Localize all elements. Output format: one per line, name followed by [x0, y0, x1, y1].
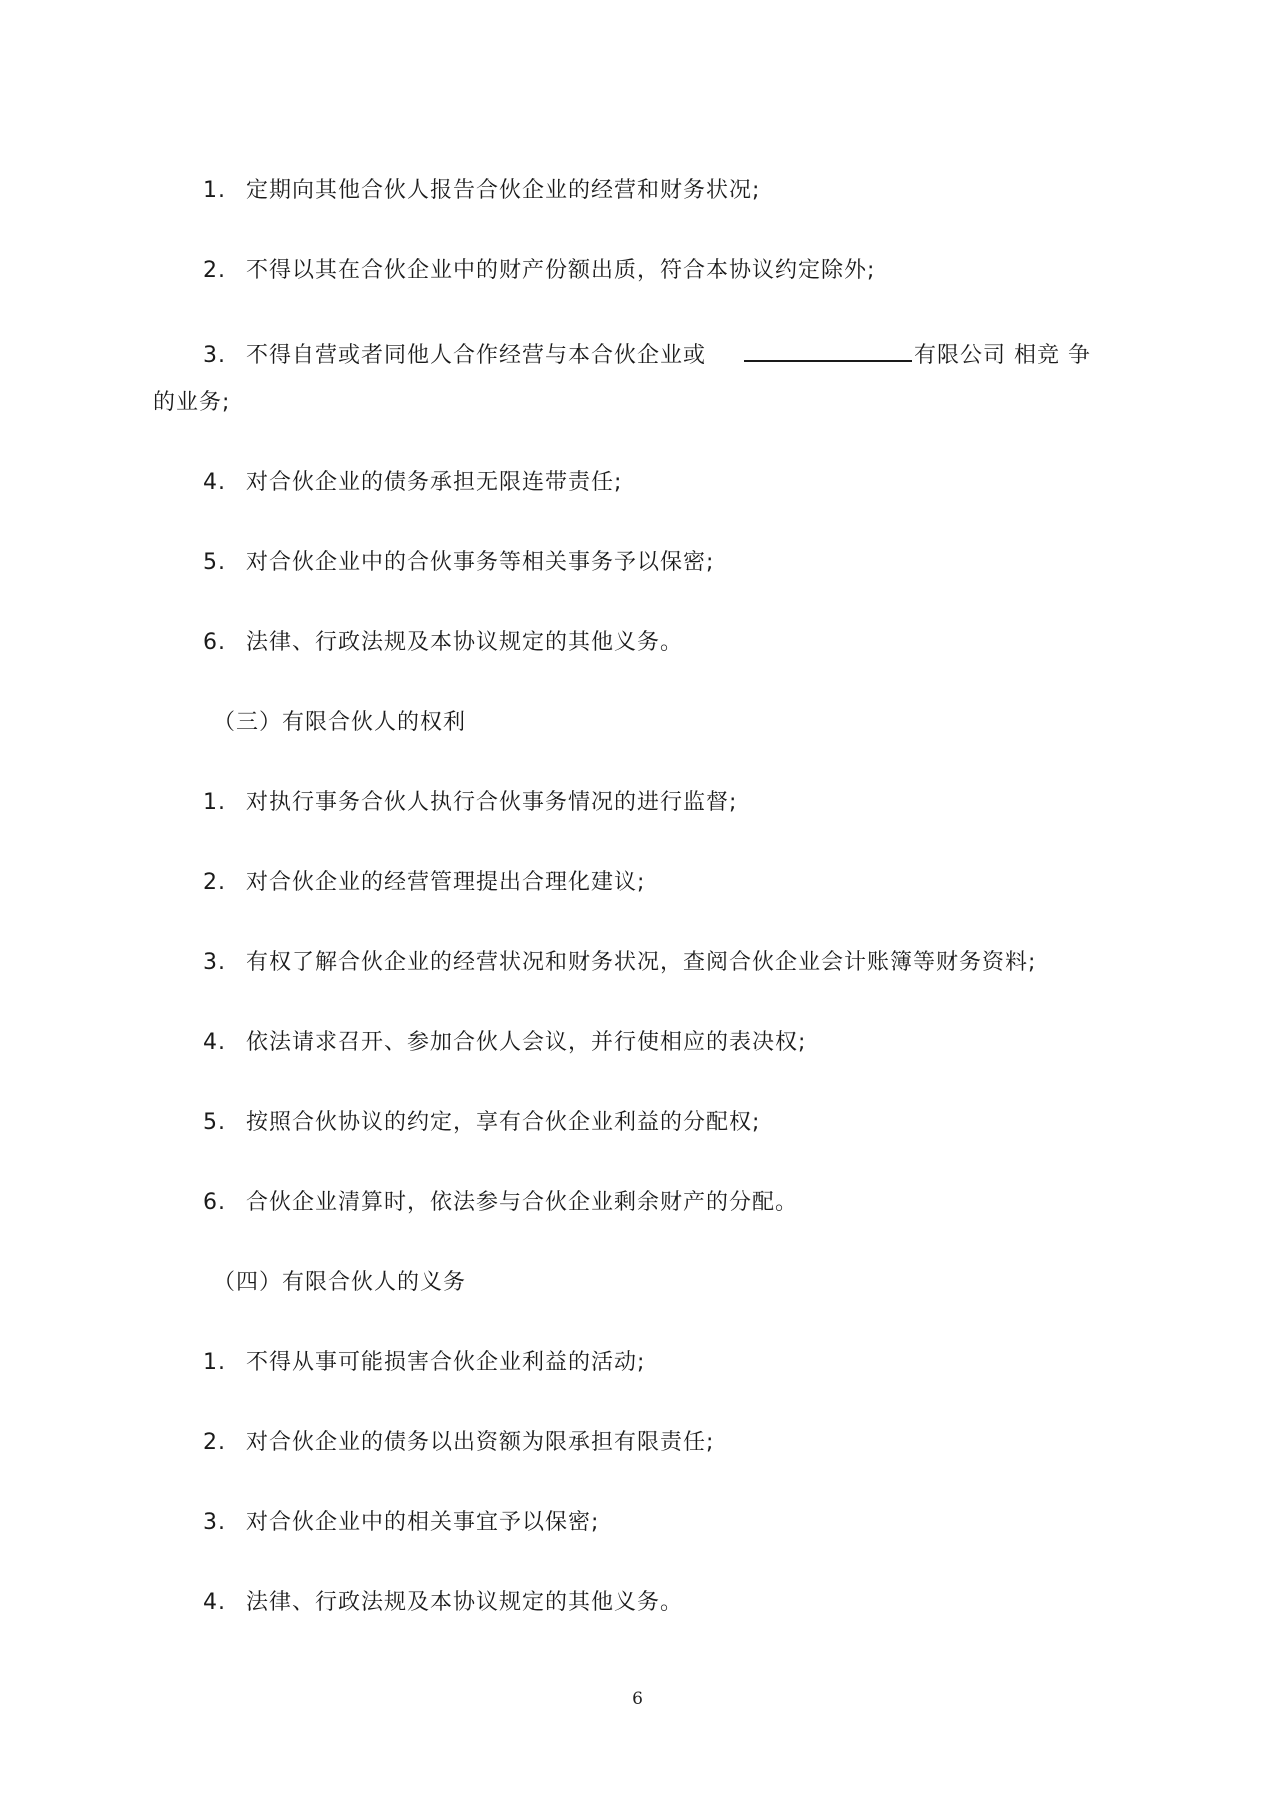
item-text: 依法请求召开、参加合伙人会议，并行使相应的表决权; [246, 1030, 807, 1055]
item-number: 5. [203, 1110, 226, 1135]
list-item [203, 628, 1275, 658]
item-number: 1. [203, 1350, 226, 1375]
page-number: 6 [632, 1689, 643, 1709]
item-text: 对合伙企业的债务以出资额为限承担有限责任; [246, 1430, 715, 1455]
item-text: 不得从事可能损害合伙企业利益的活动; [246, 1350, 646, 1375]
item-number: 3. [203, 343, 226, 368]
item-text: 合伙企业清算时，依法参与合伙企业剩余财产的分配。 [246, 1190, 799, 1215]
item-number: 3. [203, 950, 226, 975]
list-item [203, 1188, 1275, 1218]
item-number: 3. [203, 1510, 226, 1535]
item-number: 6. [203, 630, 226, 655]
list-item [203, 1028, 1275, 1058]
item-number: 2. [203, 870, 226, 895]
list-item [203, 256, 1275, 286]
item-text: 对合伙企业的经营管理提出合理化建议; [246, 870, 646, 895]
item-number: 1. [203, 790, 226, 815]
list-item [203, 176, 1275, 206]
list-item [203, 948, 1275, 978]
list-item [203, 1108, 1275, 1138]
item-text-after-blank: 有限公司 相竞 争 [914, 343, 1092, 368]
list-item [203, 336, 1275, 371]
item-text: 不得以其在合伙企业中的财产份额出质，符合本协议约定除外; [246, 258, 876, 283]
list-item [203, 548, 1275, 578]
item-text: 法律、行政法规及本协议规定的其他义务。 [246, 1590, 684, 1615]
item-text: 对执行事务合伙人执行合伙事务情况的进行监督; [246, 790, 738, 815]
list-item [203, 1428, 1275, 1458]
item-number: 5. [203, 550, 226, 575]
list-item [203, 1588, 1275, 1618]
item-text: 对合伙企业中的合伙事务等相关事务予以保密; [246, 550, 715, 575]
item-text: 对合伙企业的债务承担无限连带责任; [246, 470, 623, 495]
fill-in-blank [744, 336, 912, 362]
list-item [203, 788, 1275, 818]
section-heading: （三）有限合伙人的权利 [213, 710, 467, 735]
section-heading: （四）有限合伙人的义务 [213, 1270, 467, 1295]
list-item [203, 468, 1275, 498]
item-number: 2. [203, 1430, 226, 1455]
list-item-continuation: 的业务; [153, 390, 231, 415]
item-text: 不得自营或者同他人合作经营与本合伙企业或 [246, 343, 707, 368]
list-item [203, 1508, 1275, 1538]
list-item [203, 1348, 1275, 1378]
item-text: 定期向其他合伙人报告合伙企业的经营和财务状况; [246, 178, 761, 203]
item-text: 对合伙企业中的相关事宜予以保密; [246, 1510, 600, 1535]
item-number: 4. [203, 1030, 226, 1055]
item-number: 6. [203, 1190, 226, 1215]
item-number: 2. [203, 258, 226, 283]
item-text: 法律、行政法规及本协议规定的其他义务。 [246, 630, 684, 655]
item-number: 4. [203, 470, 226, 495]
item-text: 按照合伙协议的约定，享有合伙企业利益的分配权; [246, 1110, 761, 1135]
item-number: 4. [203, 1590, 226, 1615]
item-number: 1. [203, 178, 226, 203]
list-item [203, 868, 1275, 898]
item-text: 有权了解合伙企业的经营状况和财务状况，查阅合伙企业会计账簿等财务资料; [246, 950, 1037, 975]
